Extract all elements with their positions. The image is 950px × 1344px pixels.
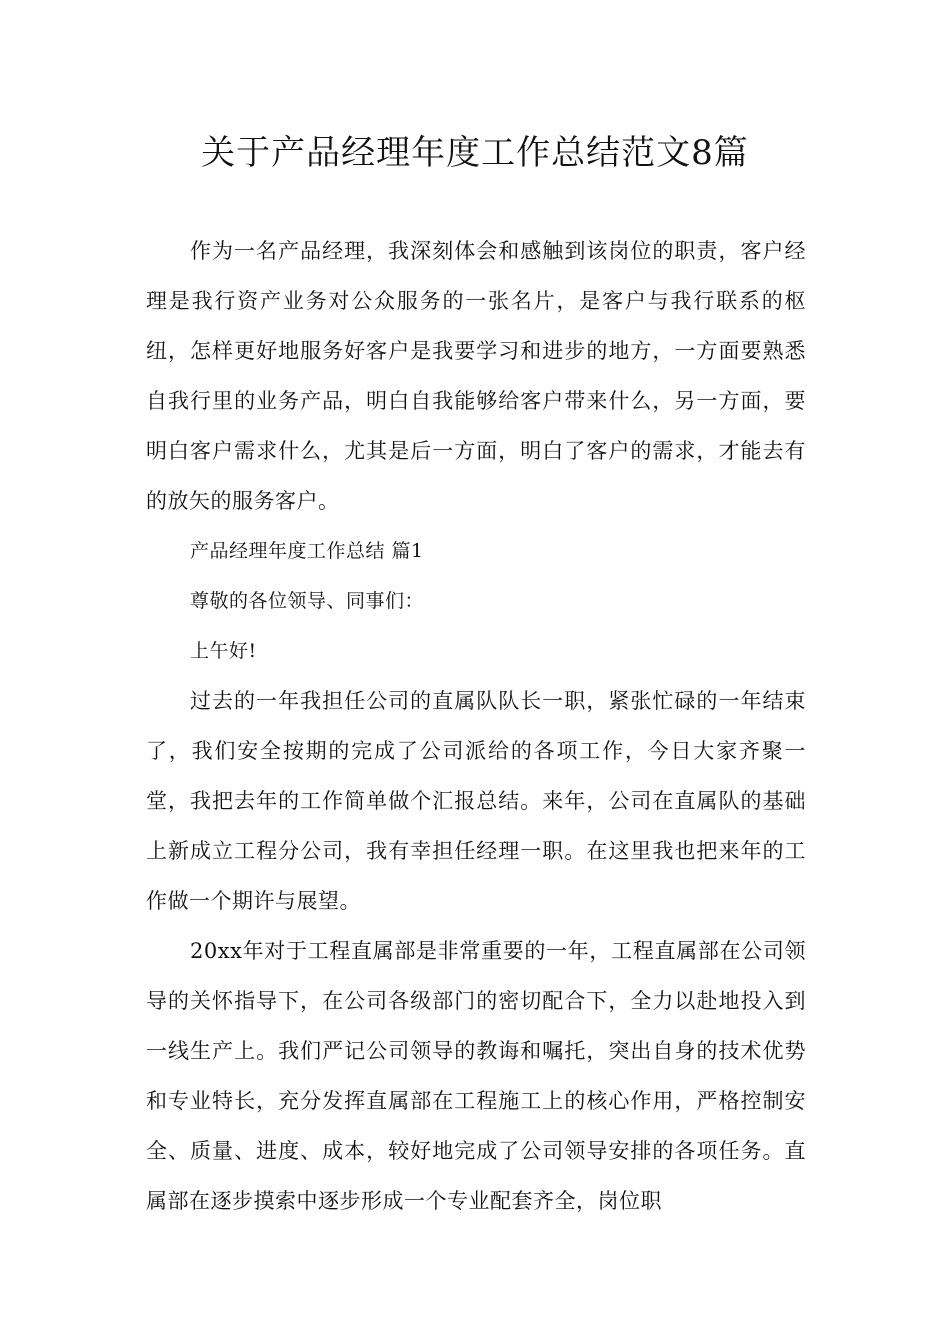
section-heading: 产品经理年度工作总结 篇1 [190,540,424,562]
greeting: 上午好! [190,640,257,662]
document-body [146,226,806,1226]
body-paragraph: 20xx年对于工程直属部是非常重要的一年，工程直属部在公司领导的关怀指导下，在公司各级部门的密切配合下，全力以赴地投入到一线生产上。我们严记公司领导的教诲和嘱托，突出自身的技术优势和专业特长，充分发挥直属部在工程施工上的核心作用，严格控制安全、质量、进度、成本，较好地完成了公司领导安排的各项任务。直属部在逐步摸索中逐步形成一个专业配套齐全，岗位职 [146,939,806,1213]
intro-paragraph: 作为一名产品经理，我深刻体会和感触到该岗位的职责，客户经理是我行资产业务对公众服务的一张名片，是客户与我行联系的枢纽，怎样更好地服务好客户是我要学习和进步的地方，一方面要熟悉自我行里的业务产品，明白自我能够给客户带来什么，另一方面，要明白客户需求什么，尤其是后一方面，明白了客户的需求，才能去有的放矢的服务客户。 [146,239,806,513]
body-paragraph: 过去的一年我担任公司的直属队队长一职，紧张忙碌的一年结束了，我们安全按期的完成了公司派给的各项工作，今日大家齐聚一堂，我把去年的工作简单做个汇报总结。来年，公司在直属队的基础上新成立工程分公司，我有幸担任经理一职。在这里我也把来年的工作做一个期许与展望。 [146,689,806,913]
salutation: 尊敬的各位领导、同事们： [190,590,425,612]
document-title: 关于产品经理年度工作总结范文8篇 [201,133,749,173]
